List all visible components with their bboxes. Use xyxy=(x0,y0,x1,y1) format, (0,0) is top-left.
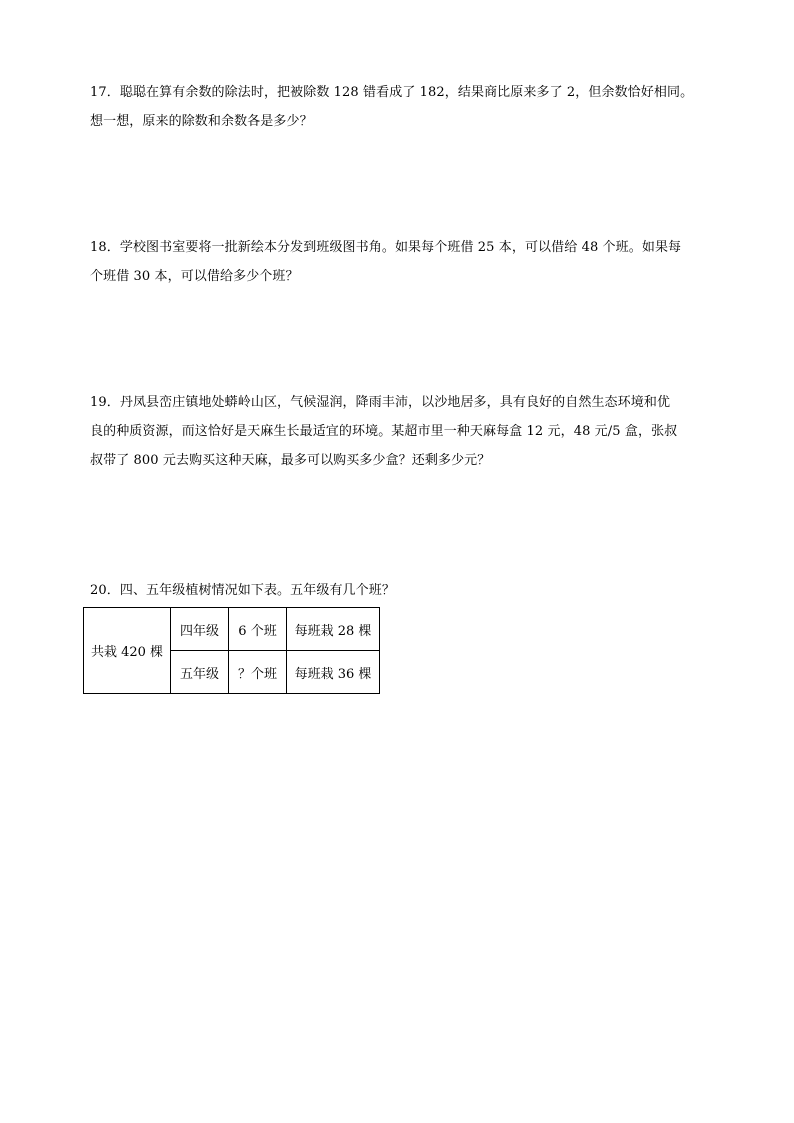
question-text-line: 17．聪聪在算有余数的除法时，把被除数 128 错看成了 182，结果商比原来多了 2，但余数恰好相同。 xyxy=(90,85,694,100)
question-text-line: 个班借 30 本，可以借给多少个班？ xyxy=(90,269,299,284)
trees-per-class-cell: 每班栽 28 棵 xyxy=(287,608,380,651)
grade-cell: 四年级 xyxy=(171,608,229,651)
question-text-line: 叔带了 800 元去购买这种天麻，最多可以购买多少盒？还剩多少元？ xyxy=(90,453,491,468)
question-18 xyxy=(90,233,720,291)
question-text-line: 20．四、五年级植树情况如下表。五年级有几个班？ xyxy=(90,583,395,598)
question-text-line: 良的种质资源，而这恰好是天麻生长最适宜的环境。某超市里一种天麻每盒 12 元，48 元/5 盒，张叔 xyxy=(90,424,678,439)
tree-planting-table-wrapper xyxy=(83,607,380,694)
tree-planting-table xyxy=(83,607,380,694)
question-text-line: 18．学校图书室要将一批新绘本分发到班级图书角。如果每个班借 25 本，可以借给 48 个班。如果每 xyxy=(90,240,682,255)
question-17 xyxy=(90,78,720,136)
classes-cell: 6 个班 xyxy=(229,608,287,651)
question-20 xyxy=(90,576,720,605)
trees-per-class-cell: 每班栽 36 棵 xyxy=(287,651,380,694)
table-row xyxy=(84,608,380,651)
question-text-line: 想一想，原来的除数和余数各是多少？ xyxy=(90,114,313,129)
classes-cell: ？个班 xyxy=(229,651,287,694)
total-trees-cell: 共栽 420 棵 xyxy=(84,608,171,694)
grade-cell: 五年级 xyxy=(171,651,229,694)
question-19 xyxy=(90,388,720,475)
question-text-line: 19．丹凤县峦庄镇地处蟒岭山区，气候湿润，降雨丰沛，以沙地居多，具有良好的自然生态环境和优 xyxy=(90,395,671,410)
